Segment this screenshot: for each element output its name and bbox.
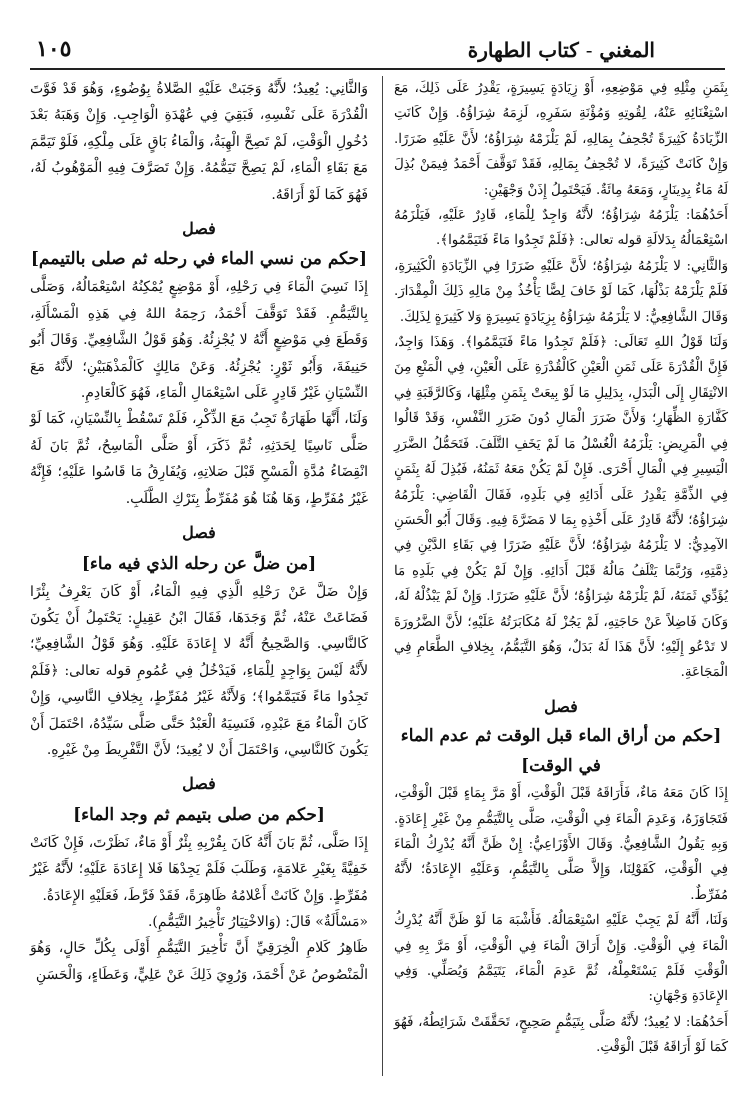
title-separator: -	[585, 38, 593, 62]
paragraph: وَلَنَا قَوْلُ اللهِ تَعَالَى: ﴿فَلَمْ تَجِدُوا مَاءً فَتَيَمَّمُوا﴾. وَهَذَا وَاجِدٌ، فَإِنَّ الْقُدْرَةَ عَلَى ثَمَنِ الْعَيْنِ كَالْقُدْرَةِ عَلَى الْعَيْنِ، فِي الْمَنْعِ مِنَ الانْتِقَالِ إِلَى الْبَدَلِ، بِدَلِيلِ مَا لَوْ بِيعَتْ بِثَمَنِ مِثْلِهَا، وَكَالرَّقَبَةِ فِي كَفَّارَةِ الظِّهَارِ؛ وَلأَنَّ ضَرَرَ الْمَالِ دُونَ ضَرَرِ النَّفْسِ، وَقَدْ قَالُوا فِي الْمَرِيضِ: يَلْزَمُهُ الْغُسْلُ مَا لَمْ يَخَفِ التَّلَفَ. فَتَحَمُّلُ الضَّرَرِ الْيَسِيرِ فِي الْمَالِ أَحْرَى. فَإِنْ لَمْ يَكُنْ مَعَهُ ثَمَنُهُ، فَبُذِلَ لَهُ بِثَمَنٍ فِي الذِّمَّةِ يَقْدِرُ عَلَى أَدَائِهِ فِي بَلَدِهِ، فَقَالَ الْقَاضِي: يَلْزَمُهُ شِرَاؤُهُ؛ لأَنَّهُ قَادِرٌ عَلَى أَخْذِهِ بِمَا لا مَضَرَّةَ فِيهِ. وَقَالَ أَبُو الْحَسَنِ الآمِدِيُّ: لا يَلْزَمُهُ شِرَاؤُهُ؛ لأَنَّ عَلَيْهِ ضَرَرًا فِي بَقَاءِ الدَّيْنِ فِي ذِمَّتِهِ، وَرُبَّمَا يَتْلَفُ مَالُهُ قَبْلَ أَدَائِهِ. وَإِنْ لَمْ يَكُنْ فِي بَلَدِهِ مَا يُؤَدِّي ثَمَنَهُ، لَمْ يَلْزَمْهُ شِرَاؤُهُ؛ لأَنَّ عَلَيْهِ ضَرَرًا. وَإِنْ لَمْ يَبْذُلْهُ لَهُ، وَكَانَ فَاضِلاً عَنْ حَاجَتِهِ، لَمْ يَجُزْ لَهُ مُكَابَرَتُهُ عَلَيْهِ؛ لأَنَّ الضَّرُورَةَ لا تَدْعُو إِلَيْهِ؛ لأَنَّ هَذَا لَهُ بَدَلٌ، وَهُوَ التَّيَمُّمُ، بِخِلافِ الطَّعَامِ فِي الْمَجَاعَةِ.	[394, 335, 728, 681]
book-title: المغني	[599, 38, 655, 62]
paragraph: بِثَمَنِ مِثْلِهِ فِي مَوْضِعِهِ، أَوْ زِيَادَةٍ يَسِيرَةٍ، يَقْدِرُ عَلَى ذَلِكَ، مَعَ اسْتِغْنَائِهِ عَنْهُ، لِقُوتِهِ وَمُؤْنَةِ سَفَرِهِ، لَزِمَهُ شِرَاؤُهُ. وَإِنْ كَانَتِ الزِّيَادَةُ كَثِيرَةً تُجْحِفُ بِمَالِهِ، لَمْ يَلْزَمْهُ شِرَاؤُهُ؛ لأَنَّ عَلَيْهِ ضَرَرًا. وَإِنْ كَانَتْ كَثِيرَةً، لا تُجْحِفُ بِمَالِهِ، فَقَدْ تَوَقَّفَ أَحْمَدُ فِيمَنْ بُذِلَ لَهُ مَاءٌ بِدِينَارٍ، وَمَعَهُ مِائَةٌ. فَيَحْتَمِلُ إِذَنْ وَجْهَيْنِ:	[394, 81, 728, 198]
paragraph: ظَاهِرُ كَلامِ الْخِرَقِيِّ أَنَّ تَأْخِيرَ التَّيَمُّمِ أَوْلَى بِكُلِّ حَالٍ، وَهُوَ الْمَنْصُوصُ عَنْ أَحْمَدَ، وَرُوِيَ ذَلِكَ عَنْ عَلِيٍّ، وَعَطَاءٍ، وَالْحَسَنِ	[30, 940, 368, 983]
paragraph: «مَسْأَلَةٌ» قَالَ: (وَالاخْتِيَارُ تَأْخِيرُ التَّيَمُّمِ).	[148, 913, 368, 930]
paragraph: أَحَدُهُمَا: يَلْزَمُهُ شِرَاؤُهُ؛ لأَنَّهُ وَاجِدٌ لِلْمَاءِ، قَادِرٌ عَلَيْهِ، فَيَلْزَمُهُ اسْتِعْمَالُهُ بِدَلالَةِ قوله تعالى: ﴿فَلَمْ تَجِدُوا مَاءً فَتَيَمَّمُوا﴾.	[394, 208, 728, 249]
left-column	[30, 76, 368, 988]
paragraph: إِذَا نَسِيَ الْمَاءَ فِي رَحْلِهِ، أَوْ مَوْضِعٍ يُمْكِنُهُ اسْتِعْمَالُهُ، وَصَلَّى بِالتَّيَمُّمِ. فَقَدْ تَوَقَّفَ أَحْمَدُ، رَحِمَهُ اللهُ فِي هَذِهِ الْمَسْأَلَةِ، وَقَطَعَ فِي مَوْضِعٍ أَنَّهُ لا يُجْزِئُهُ. وَهُوَ قَوْلُ الشَّافِعِيِّ. وَقَالَ أَبُو حَنِيفَةَ، وَأَبُو ثَوْرٍ: يُجْزِئُهُ. وَعَنْ مَالِكٍ كَالْمَذْهَبَيْنِ؛ لأَنَّهُ مَعَ النِّسْيَانِ غَيْرُ قَادِرٍ عَلَى اسْتِعْمَالِ الْمَاءِ، فَهُوَ كَالْعَادِمِ.	[30, 279, 368, 402]
section-heading: [من ضلَّ عن رحله الذي فيه ماء]	[81, 553, 317, 574]
paragraph: إِذَا صَلَّى، ثُمَّ بَانَ أَنَّهُ كَانَ بِقُرْبِهِ بِئْرٌ أَوْ مَاءٌ، نَظَرْتَ، فَإِنْ كَانَتْ خَفِيَّةً بِغَيْرِ عَلامَةٍ، وَطَلَبَ فَلَمْ يَجِدْهَا فَلا إِعَادَةَ عَلَيْهِ؛ لأَنَّهُ غَيْرُ مُفَرِّطٍ. وَإِنْ كَانَتْ أَعْلامُهُ ظَاهِرَةً، فَقَدْ فَرَّطَ، فَعَلَيْهِ الإِعَادَةُ.	[30, 834, 368, 904]
paragraph: وَالثَّانِي: لا يَلْزَمُهُ شِرَاؤُهُ؛ لأَنَّ عَلَيْهِ ضَرَرًا فِي الزِّيَادَةِ الْكَثِيرَةِ، فَلَمْ يَلْزَمْهُ بَذْلُهَا، كَمَا لَوْ خَافَ لِصًّا يَأْخُذُ مِنْ مَالِهِ ذَلِكَ الْمِقْدَارَ. وَقَالَ الشَّافِعِيُّ: لا يَلْزَمُهُ شِرَاؤُهُ بِزِيَادَةٍ يَسِيرَةٍ وَلا كَثِيرَةٍ لِذَلِكَ.	[394, 258, 728, 325]
header-divider	[30, 68, 725, 70]
fasl-heading: فصل	[544, 696, 578, 716]
fasl-heading: فصل	[182, 219, 216, 239]
section-heading: [حكم من أراق الماء قبل الوقت ثم عدم الماء في الوقت]	[400, 726, 722, 777]
running-title	[468, 38, 655, 62]
paragraph: إِذَا كَانَ مَعَهُ مَاءٌ، فَأَرَاقَهُ قَبْلَ الْوَقْتِ، أَوْ مَرَّ بِمَاءٍ قَبْلَ الْوَقْتِ، فَتَجَاوَزَهُ، وَعَدِمَ الْمَاءَ فِي الْوَقْتِ، صَلَّى بِالتَّيَمُّمِ مِنْ غَيْرِ إِعَادَةٍ. وَبِهِ يَقُولُ الشَّافِعِيُّ. وَقَالَ الأَوْزَاعِيُّ: إِنْ ظَنَّ أَنَّهُ يُدْرِكُ الْمَاءَ فِي الْوَقْتِ، كَقَوْلِنَا، وَإِلاَّ صَلَّى بِالتَّيَمُّمِ، وَعَلَيْهِ الإِعَادَةُ؛ لأَنَّهُ مُفَرِّطٌ.	[394, 786, 728, 903]
paragraph: وَإِنْ ضَلَّ عَنْ رَحْلِهِ الَّذِي فِيهِ الْمَاءُ، أَوْ كَانَ يَعْرِفُ بِئْرًا فَضَاعَتْ عَنْهُ، ثُمَّ وَجَدَهَا، فَقَالَ ابْنُ عَقِيلٍ: يَحْتَمِلُ أَنْ يَكُونَ كَالنَّاسِي. وَالصَّحِيحُ أَنَّهُ لا إِعَادَةَ عَلَيْهِ. وَهُوَ قَوْلُ الشَّافِعِيِّ؛ لأَنَّهُ لَيْسَ بِوَاجِدٍ لِلْمَاءِ، فَيَدْخُلُ فِي عُمُومِ قوله تعالى: ﴿فَلَمْ تَجِدُوا مَاءً فَتَيَمَّمُوا﴾؛ وَلأَنَّهُ غَيْرُ مُفَرِّطٍ، بِخِلافِ النَّاسِي، وَإِنْ كَانَ الْمَاءُ مَعَ عَبْدِهِ، فَنَسِيَهُ الْعَبْدُ حَتَّى صَلَّى سَيِّدُهُ، احْتَمَلَ أَنْ يَكُونَ كَالنَّاسِي، وَاحْتَمَلَ أَنْ لا يُعِيدَ؛ لأَنَّ التَّفْرِيطَ مِنْ غَيْرِهِ.	[30, 583, 368, 758]
fasl-heading: فصل	[182, 774, 216, 794]
fasl-heading: فصل	[182, 523, 216, 543]
section-title: كتاب الطهارة	[467, 38, 579, 62]
paragraph: أَحَدُهُمَا: لا يُعِيدُ؛ لأَنَّهُ صَلَّى بِتَيَمُّمٍ صَحِيحٍ، تَحَقَّقَتْ شَرَائِطُهُ، فَهُوَ كَمَا لَوْ أَرَاقَهُ قَبْلَ الْوَقْتِ.	[394, 1014, 728, 1056]
paragraph: وَلَنَا، أَنَّهُ لَمْ يَجِبْ عَلَيْهِ اسْتِعْمَالُهُ. فَأَشْبَهَ مَا لَوْ ظَنَّ أَنَّهُ يُدْرِكُ الْمَاءَ فِي الْوَقْتِ. وَإِنْ أَرَاقَ الْمَاءَ فِي الْوَقْتِ، أَوْ مَرَّ بِهِ فِي الْوَقْتِ فَلَمْ يَسْتَعْمِلْهُ، ثُمَّ عَدِمَ الْمَاءَ، يَتَيَمَّمُ وَيُصَلِّي. وَفِي الإِعَادَةِ وَجْهَانِ:	[394, 913, 728, 1005]
paragraph: وَلَنَا، أَنَّهَا طَهَارَةٌ تَجِبُ مَعَ الذِّكْرِ، فَلَمْ تَسْقُطْ بِالنِّسْيَانِ، كَمَا لَوْ صَلَّى نَاسِيًا لِحَدَثِهِ، ثُمَّ ذَكَرَ، أَوْ صَلَّى الْمَاسِحُ، ثُمَّ بَانَ لَهُ انْقِضَاءُ مُدَّةِ الْمَسْحِ قَبْلَ صَلاتِهِ، وَيُفَارِقُ مَا قَاسُوا عَلَيْهِ؛ فَإِنَّهُ غَيْرُ مُفَرِّطٍ، وَهَا هُنَا هُوَ مُفَرِّطٌ بِتَرْكِ الطَّلَبِ.	[30, 411, 368, 507]
section-heading: [حكم من صلى بتيمم ثم وجد الماء]	[73, 804, 325, 825]
right-column	[394, 76, 728, 1061]
column-divider	[382, 76, 383, 1076]
page-number: ١٠٥	[36, 36, 72, 62]
page-header	[30, 34, 725, 68]
section-heading: [حكم من نسي الماء في رحله ثم صلى بالتيمم]	[30, 249, 368, 270]
paragraph: وَالثَّانِي: يُعِيدُ؛ لأَنَّهُ وَجَبَتْ عَلَيْهِ الصَّلاةُ بِوُضُوءٍ، وَهُوَ قَدْ فَوَّتَ الْقُدْرَةَ عَلَى نَفْسِهِ، فَبَقِيَ فِي عُهْدَةِ الْوَاجِبِ. وَإِنْ وَهَبَهُ بَعْدَ دُخُولِ الْوَقْتِ، لَمْ تَصِحَّ الْهِبَةُ، وَالْمَاءُ بَاقٍ عَلَى مِلْكِهِ، فَلَوْ تَيَمَّمَ مَعَ بَقَاءِ الْمَاءِ، لَمْ يَصِحَّ تَيَمُّمُهُ. وَإِنْ تَصَرَّفَ فِيهِ الْمَوْهُوبُ لَهُ، فَهُوَ كَمَا لَوْ أَرَاقَهُ.	[30, 81, 368, 203]
